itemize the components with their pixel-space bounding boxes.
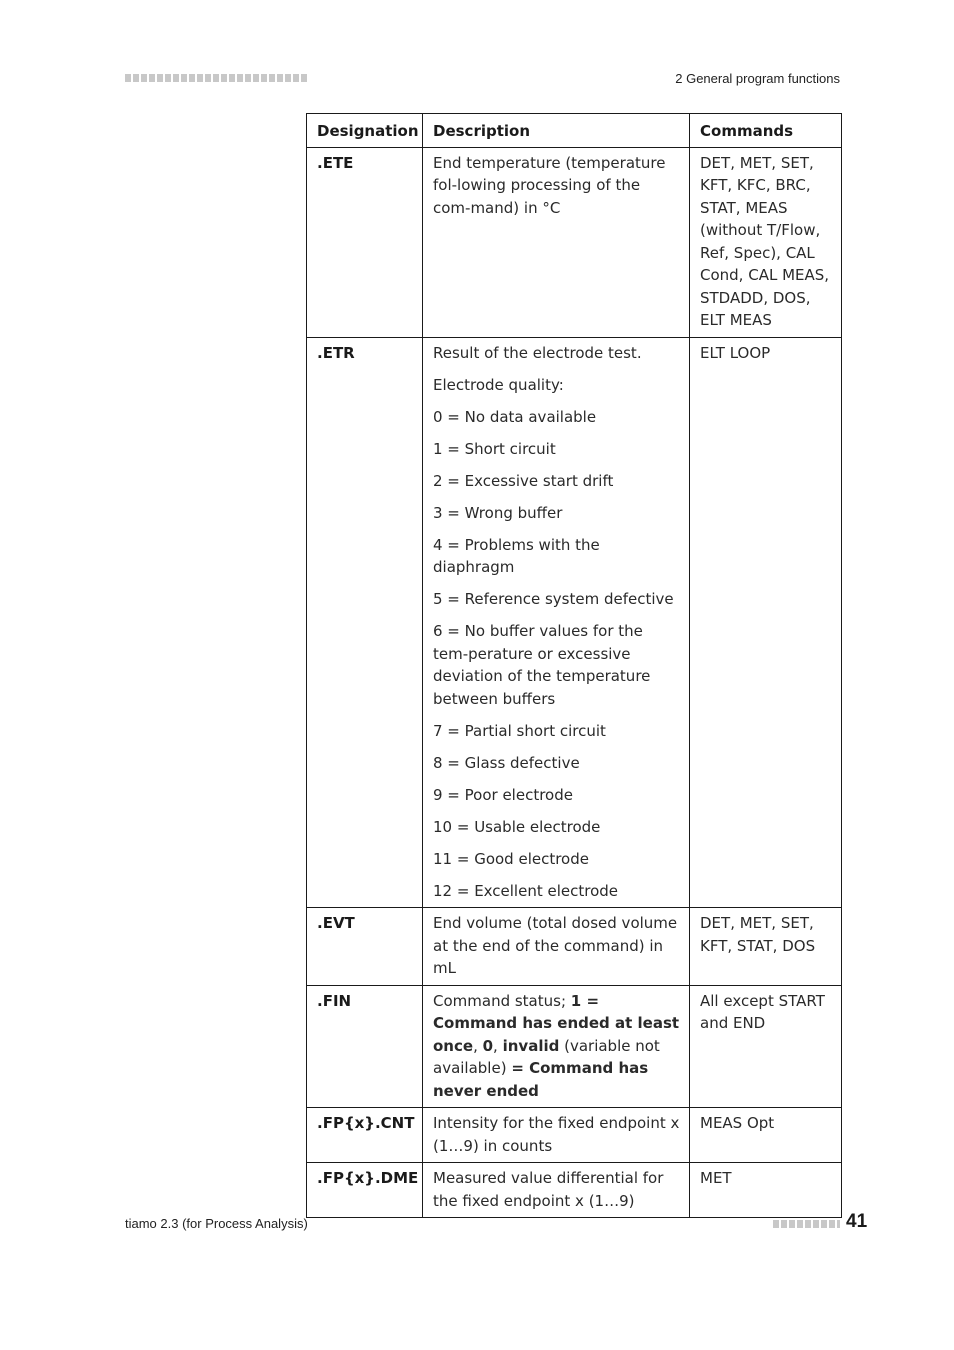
- cell-designation: .ETR: [307, 337, 423, 908]
- description-paragraph: [433, 1112, 680, 1157]
- description-paragraph: [433, 588, 680, 611]
- description-bold-text: = Command has never ended: [433, 1059, 649, 1100]
- description-text: ,: [473, 1036, 483, 1055]
- description-paragraph: [433, 720, 680, 743]
- description-text: 0 = No data available: [433, 407, 597, 426]
- cell-description: [423, 337, 690, 908]
- table-row: [307, 337, 842, 908]
- description-text: 7 = Partial short circuit: [433, 721, 606, 740]
- description-text: Electrode quality:: [433, 375, 564, 394]
- description-paragraph: [433, 816, 680, 839]
- description-text: 8 = Glass defective: [433, 753, 580, 772]
- description-paragraph: [433, 784, 680, 807]
- description-paragraph: [433, 1167, 680, 1212]
- description-paragraph: [433, 990, 680, 1103]
- variables-table: [306, 113, 842, 1218]
- table-row: [307, 1163, 842, 1218]
- description-paragraph: [433, 374, 680, 397]
- table-row: [307, 147, 842, 337]
- description-paragraph: [433, 342, 680, 365]
- description-paragraph: [433, 880, 680, 903]
- description-paragraph: [433, 534, 680, 579]
- column-header-description: Description: [423, 114, 690, 148]
- description-text: Intensity for the fixed endpoint x (1…9) in counts: [433, 1114, 680, 1155]
- cell-commands: DET, MET, SET, KFT, KFC, BRC, STAT, MEAS (without T/Flow, Ref, Spec), CAL Cond, CAL MEAS, STDADD, DOS, ELT MEAS: [690, 147, 842, 337]
- table-row: [307, 908, 842, 986]
- page-number: 41: [846, 1211, 868, 1232]
- description-text: 1 = Short circuit: [433, 439, 556, 458]
- table-body: [307, 147, 842, 1218]
- description-paragraph: [433, 620, 680, 710]
- footer-decoration-dots: [773, 1220, 840, 1228]
- description-text: 2 = Excessive start drift: [433, 471, 614, 490]
- description-text: 10 = Usable electrode: [433, 817, 601, 836]
- description-paragraph: [433, 406, 680, 429]
- description-paragraph: [433, 848, 680, 871]
- running-header-section: 2 General program functions: [675, 71, 840, 86]
- description-paragraph: [433, 752, 680, 775]
- description-text: End volume (total dosed volume at the end of the command) in mL: [433, 914, 678, 977]
- description-paragraph: [433, 152, 680, 220]
- table-row: [307, 1108, 842, 1163]
- description-paragraph: [433, 470, 680, 493]
- description-paragraph: [433, 438, 680, 461]
- description-text: 11 = Good electrode: [433, 849, 589, 868]
- cell-designation: .FP{x}.CNT: [307, 1108, 423, 1163]
- description-text: (variable not available): [433, 1036, 660, 1077]
- description-paragraph: [433, 502, 680, 525]
- cell-description: [423, 985, 690, 1108]
- description-bold-text: 0: [482, 1036, 494, 1055]
- description-text: ,: [493, 1036, 503, 1055]
- cell-designation: .ETE: [307, 147, 423, 337]
- description-bold-text: invalid: [502, 1036, 560, 1055]
- description-text: Command status;: [433, 991, 571, 1010]
- description-text: 3 = Wrong buffer: [433, 503, 563, 522]
- description-paragraph: [433, 912, 680, 980]
- description-text: 9 = Poor electrode: [433, 785, 573, 804]
- cell-description: [423, 908, 690, 986]
- table-row: [307, 985, 842, 1108]
- column-header-designation: Designation: [307, 114, 423, 148]
- cell-description: [423, 1163, 690, 1218]
- description-text: 5 = Reference system defective: [433, 590, 674, 608]
- cell-commands: DET, MET, SET, KFT, STAT, DOS: [690, 908, 842, 986]
- description-text: 6 = No buffer values for the tem-perature or excessive deviation of the temperature between buffers: [433, 622, 651, 708]
- description-text: 12 = Excellent electrode: [433, 881, 618, 900]
- cell-designation: .EVT: [307, 908, 423, 986]
- table-header-row: [307, 114, 842, 148]
- column-header-commands: Commands: [690, 114, 842, 148]
- cell-description: [423, 147, 690, 337]
- cell-commands: MEAS Opt: [690, 1108, 842, 1163]
- description-text: End temperature (temperature fol-lowing processing of the com-mand) in °C: [433, 153, 666, 217]
- description-bold-text: 1 = Command has ended at least once: [433, 991, 680, 1055]
- cell-commands: All except START and END: [690, 985, 842, 1108]
- cell-designation: .FP{x}.DME: [307, 1163, 423, 1218]
- description-text: Result of the electrode test.: [433, 343, 642, 362]
- cell-commands: MET: [690, 1163, 842, 1218]
- footer-product: tiamo 2.3 (for Process Analysis): [125, 1216, 308, 1231]
- header-decoration-dots: [125, 74, 307, 82]
- cell-designation: .FIN: [307, 985, 423, 1108]
- cell-commands: ELT LOOP: [690, 337, 842, 908]
- description-text: Measured value differential for the fixed endpoint x (1…9): [433, 1169, 664, 1210]
- cell-description: [423, 1108, 690, 1163]
- description-text: 4 = Problems with the diaphragm: [433, 535, 600, 576]
